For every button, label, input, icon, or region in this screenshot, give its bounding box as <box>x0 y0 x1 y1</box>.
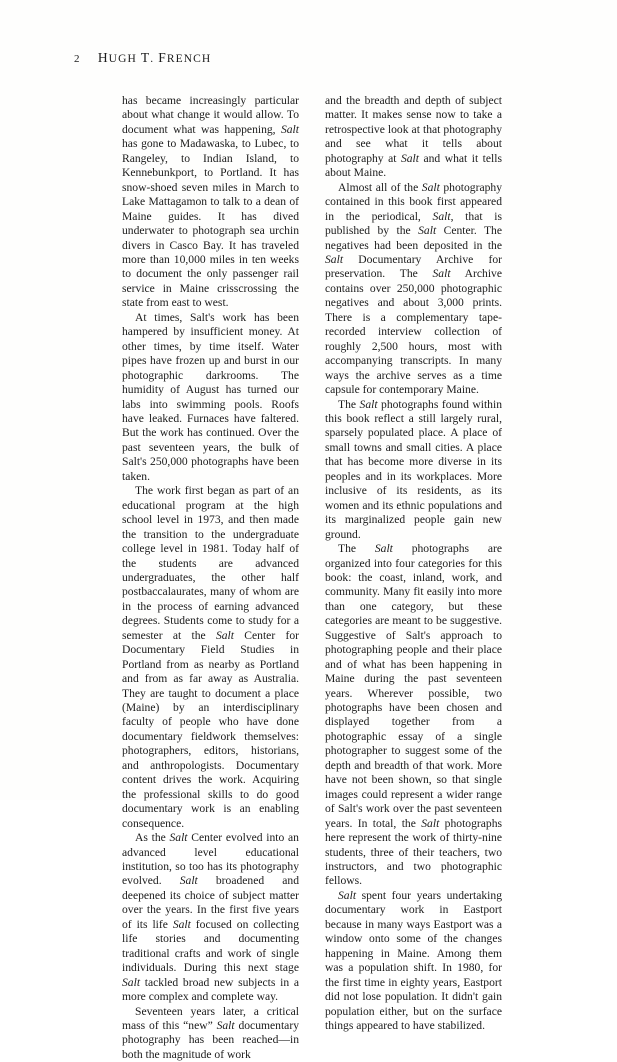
paragraph: Almost all of the Salt photography contained in this book first appeared in the periodical, Salt, that is published by the Salt Center. The negatives had been deposited in the Salt Documentary Archive for preservation. The Salt Archive contains over 250,000 photographic negatives and about 3,000 prints. There is a complementary tape-recorded interview collection of roughly 2,500 hours, most with accompanying transcripts. In many ways the archive serves as a time capsule for contemporary Maine. <box>325 180 502 397</box>
italic-title: Salt <box>421 816 440 830</box>
running-head-initial-3: F <box>158 50 167 65</box>
running-head-rest-2: . <box>150 53 155 65</box>
italic-title: Salt <box>172 917 191 931</box>
italic-title: Salt <box>432 209 451 223</box>
italic-title: Salt <box>338 888 357 902</box>
column-right <box>325 94 502 1062</box>
italic-title: Salt <box>400 151 419 165</box>
paragraph: and the breadth and depth of subject matter. It makes sense now to take a retrospective look at that photography and see what it tells about photography at Salt and what it tells about Maine. <box>325 94 502 180</box>
running-head <box>74 50 543 64</box>
running-head-rest-3: RENCH <box>166 53 212 65</box>
column-left <box>122 94 299 1062</box>
running-head-initial: H <box>97 50 109 65</box>
italic-title: Salt <box>179 874 198 888</box>
paragraph: Seventeen years later, a critical mass of this “new” Salt documentary photography has been reached—in both the magnitude of work <box>122 1004 299 1061</box>
page-number: 2 <box>74 53 80 65</box>
italic-title: Salt <box>169 831 188 845</box>
italic-title: Salt <box>215 628 234 642</box>
italic-title: Salt <box>418 224 437 238</box>
italic-title: Salt <box>216 1019 235 1032</box>
running-head-rest: UGH <box>108 53 137 65</box>
italic-title: Salt <box>325 252 344 266</box>
italic-title: Salt <box>359 397 378 411</box>
italic-title: Salt <box>421 180 440 194</box>
paragraph: Salt spent four years undertaking documentary work in Eastport because in many ways Eastport was a window onto some of the changes happening in Maine. Among them was a population shift. In 1980, for the first time in eighty years, Eastport did not lose population. It didn't gain population either, but on the surface things appeared to have stabilized. <box>325 888 502 1032</box>
running-head-initial-2: T <box>140 50 151 65</box>
paragraph: The Salt photographs found within this book reflect a still largely rural, sparsely populated place. A place of small towns and small cities. A place that has become more diverse in its peoples and in its workplaces. More inclusive of its residents, as its women and its ethnic populations and its marginalized people gain new ground. <box>325 397 502 541</box>
paragraph: The Salt photographs are organized into four categories for this book: the coast, inland, work, and community. Many fit easily into more than one category, but these categories are meant to be suggestive. Suggestive of Salt's approach to photographing people and their place and of what has been happening in Maine during the past seventeen years. Wherever possible, two photographs have been chosen and displayed together from a photographic essay of a single photographer to suggest some of the depth and breadth of that work. More have not been shown, so that single images could represent a wider range of Salt's work over the past seventeen years. In total, the Salt photographs here represent the work of thirty-nine students, three of their teachers, two instructors, and two photographic fellows. <box>325 542 503 888</box>
paragraph: At times, Salt's work has been hampered by insufficient money. At other times, by time itself. Water pipes have frozen up and burst in our photographic darkrooms. The humidity of August has turned our labs into swimming pools. Roofs have leaked. Furnaces have faltered. But the work has continued. Over the past seventeen years, the bulk of Salt's 250,000 photographs have been taken. <box>122 310 299 483</box>
paragraph: As the Salt Center evolved into an advanced level educational institution, so too has its photography evolved. Salt broadened and deepened its choice of subject matter over the years. In the first five years of its life Salt focused on collecting life stories and documenting traditional crafts and work of single individuals. During this next stage Salt tackled broad new subjects in a more complex and complete way. <box>122 831 300 1004</box>
paragraph: has became increasingly particular about what change it would allow. To document what was happening, Salt has gone to Madawaska, to Lubec, to Rangeley, to Indian Island, to Kennebunkport, to Portland. It has snow-shoed seven miles in March to Lake Mattagamon to talk to a dean of Maine guides. It has dived underwater to photograph sea urchin divers in Casco Bay. It has traveled more than 10,000 miles in ten weeks to document the only passenger rail service in Maine crisscrossing the state from east to west. <box>122 94 299 310</box>
italic-title: Salt <box>374 542 393 556</box>
paragraph: The work first began as part of an educational program at the high school level in 1973, and then made the transition to the undergraduate college level in 1981. Today half of the students are advanced undergraduates, the other half postbaccalaurates, many of whom are in the process of earning advanced degrees. Students come to study for a semester at the Salt Center for Documentary Field Studies in Portland from as nearby as Portland and from as far away as Australia. They are taught to document a place (Maine) by an interdisciplinary faculty of people who have done documentary fieldwork themselves: photographers, editors, historians, and anthropologists. Documentary content drives the work. Acquiring the professional skills to do good documentary work is an enabling consequence. <box>122 484 299 830</box>
body-columns <box>122 94 502 1062</box>
italic-title: Salt <box>432 267 451 281</box>
italic-title: Salt <box>122 975 141 989</box>
italic-title: Salt <box>280 122 299 136</box>
running-head-title <box>98 50 211 66</box>
